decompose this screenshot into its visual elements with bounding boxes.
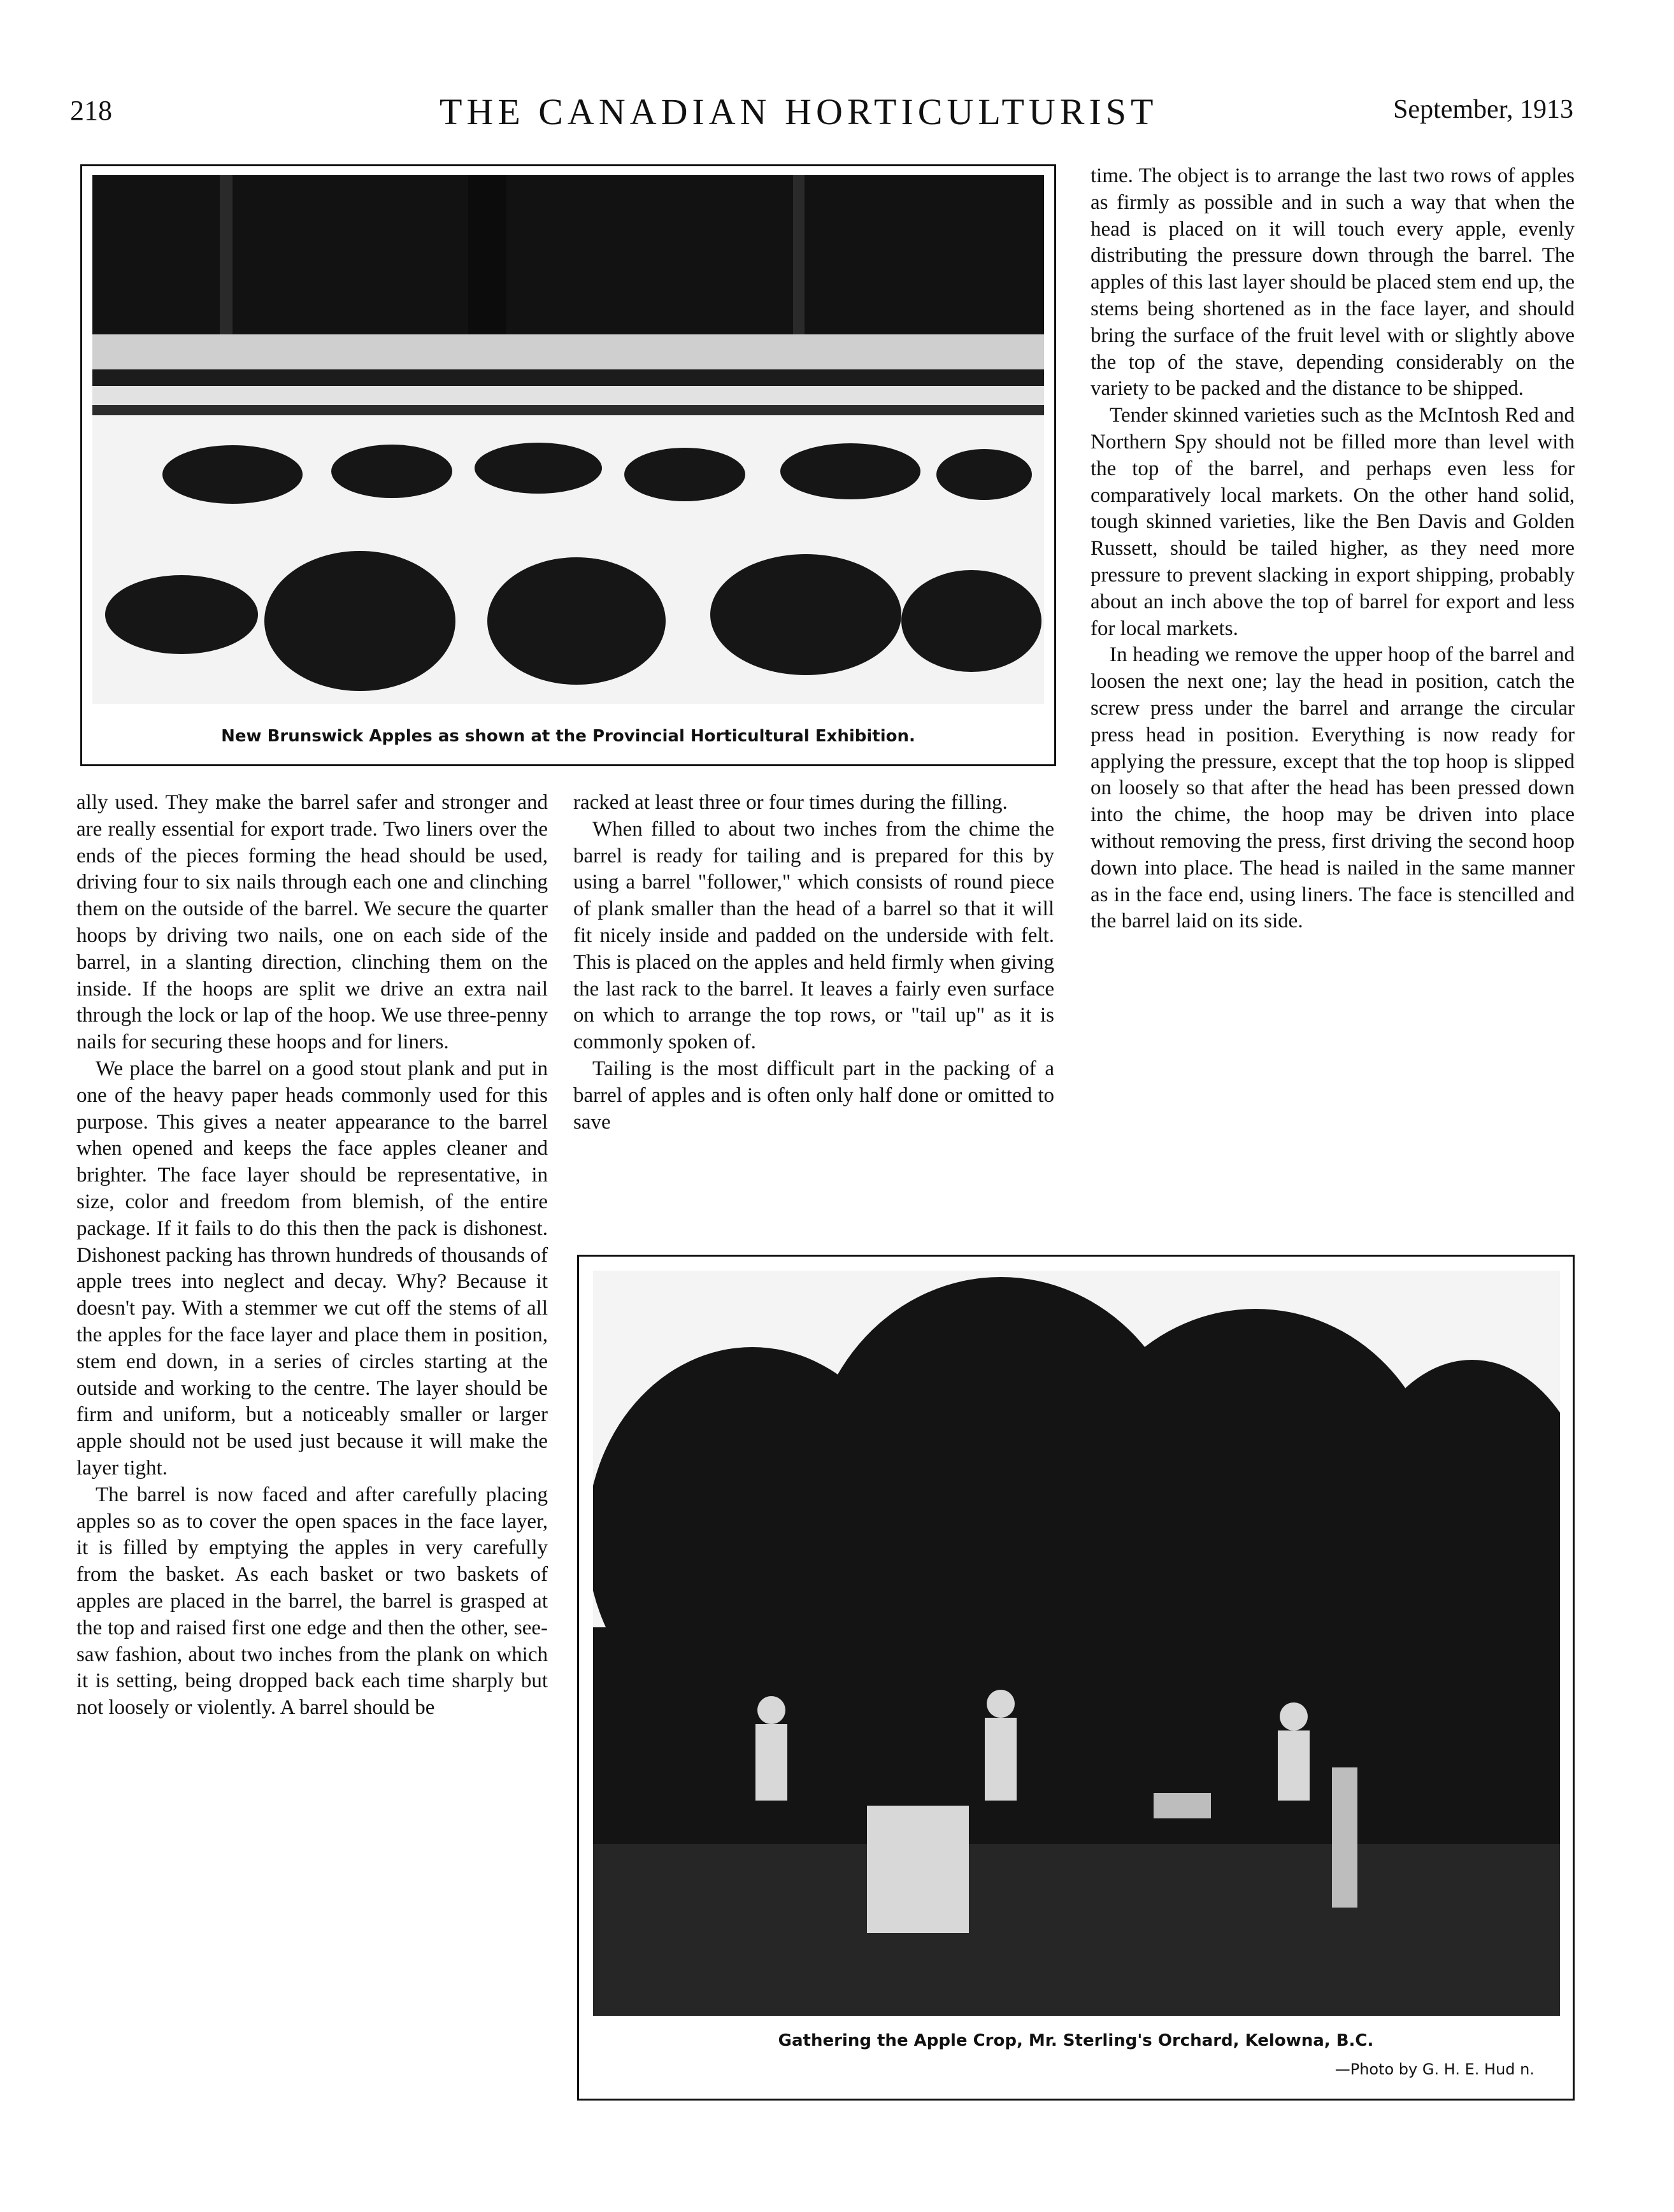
exhibition-photo xyxy=(92,175,1044,704)
column-right xyxy=(1091,163,1575,935)
exhibition-caption: New Brunswick Apples as shown at the Provincial Horticultural Exhibition. xyxy=(221,727,915,746)
orchard-photo xyxy=(593,1271,1560,2016)
paragraph: racked at least three or four times during the filling. xyxy=(573,791,1008,814)
paragraph: When filled to about two inches from the chime the barrel is ready for tailing and is prepared for this by using a barrel "follower," which consists of round piece of plank smaller than the head of a barrel so that it will fit nicely inside and padded on the underside with felt. This is placed on the apples and held firmly when giving the last rack to the barrel. It leaves a fairly even surface on which to arrange the top rows, or "tail up" as it is commonly spoken of. xyxy=(573,817,1054,1054)
paragraph: ally used. They make the barrel safer and stronger and are really essential for export trade. Two liners over the ends of the pieces forming the head should be used, driving four to six nails through each one and clinching them on the outside of the barrel. We secure the quarter hoops by driving two nails, one on each side of the barrel, in a slanting direction, clinching them on the inside. If the hoops are split we drive an extra nail through the lock or lap of the hoop. We use three-penny nails for securing these hoops and for liners. xyxy=(76,791,548,1054)
paragraph: We place the barrel on a good stout plank and put in one of the heavy paper heads commonly used for this purpose. This gives a neater appearance to the barrel when opened and keeps the face apples cleaner and brighter. The face layer should be representative, in size, color and freedom from blemish, of the entire package. If it fails to do this then the pack is dishonest. Dishonest packing has thrown hundreds of thousands of apple trees into neglect and decay. Why? Because it doesn't pay. With a stemmer we cut off the stems of all the apples for the face layer and place them in position, stem end down, in a series of circles starting at the outside and working to the centre. The layer should be firm and uniform, but a noticeably smaller or larger apple should not be used just because it will make the layer tight. xyxy=(76,1057,548,1480)
orchard-figure xyxy=(577,1255,1575,2101)
photo-credit: —Photo by G. H. E. Hud n. xyxy=(1334,2060,1534,2078)
orchard-caption: Gathering the Apple Crop, Mr. Sterling's Orchard, Kelowna, B.C. xyxy=(778,2031,1374,2050)
paragraph: Tailing is the most difficult part in the packing of a barrel of apples and is often only half done or omitted to save xyxy=(573,1057,1054,1134)
column-middle xyxy=(573,790,1054,1136)
exhibition-figure xyxy=(80,164,1056,766)
paragraph: The barrel is now faced and after carefully placing apples so as to cover the open spaces in the face layer, it is filled by emptying the apples in very carefully from the basket. As each basket or two baskets of apples are placed in the barrel, the barrel is grasped at the top and raised first one edge and then the other, see-saw fashion, about two inches from the plank on which it is setting, being dropped back each time sharply but not loosely or violently. A barrel should be xyxy=(76,1483,548,1720)
issue-date: September, 1913 xyxy=(1393,95,1573,124)
journal-title: THE CANADIAN HORTICULTURIST xyxy=(440,91,1158,132)
page-number: 218 xyxy=(70,95,112,126)
page-header xyxy=(70,91,1573,139)
paragraph: Tender skinned varieties such as the McIntosh Red and Northern Spy should not be filled more than level with the top of the barrel, and perhaps even less for comparatively local markets. On the other hand solid, tough skinned varieties, like the Ben Davis and Golden Russett, should be tailed higher, as they need more pressure to prevent slacking in export shipping, probably about an inch above the top of barrel for export and less for local markets. xyxy=(1091,404,1575,640)
paragraph: In heading we remove the upper hoop of the barrel and loosen the next one; lay the head in position, catch the screw press under the barrel and arrange the circular press head in position. Everything is now ready for applying the pressure, except that the top hoop is slipped on loosely so that after the head has been pressed down into the chime, the hoop may be driven into place without removing the press, first driving the second hoop down into place. The head is nailed in the same manner as in the face end, using liners. The face is stencilled and the barrel laid on its side. xyxy=(1091,643,1575,933)
column-left xyxy=(76,790,548,1722)
paragraph: time. The object is to arrange the last two rows of apples as firmly as possible and in such a way that when the head is placed on it will touch every apple, evenly distributing the pressure down through the barrel. The apples of this last layer should be placed stem end up, the stems being shortened as in the face layer, and should bring the surface of the fruit level with or slightly above the top of the stave, depending considerably on the variety to be packed and the distance to be shipped. xyxy=(1091,164,1575,401)
